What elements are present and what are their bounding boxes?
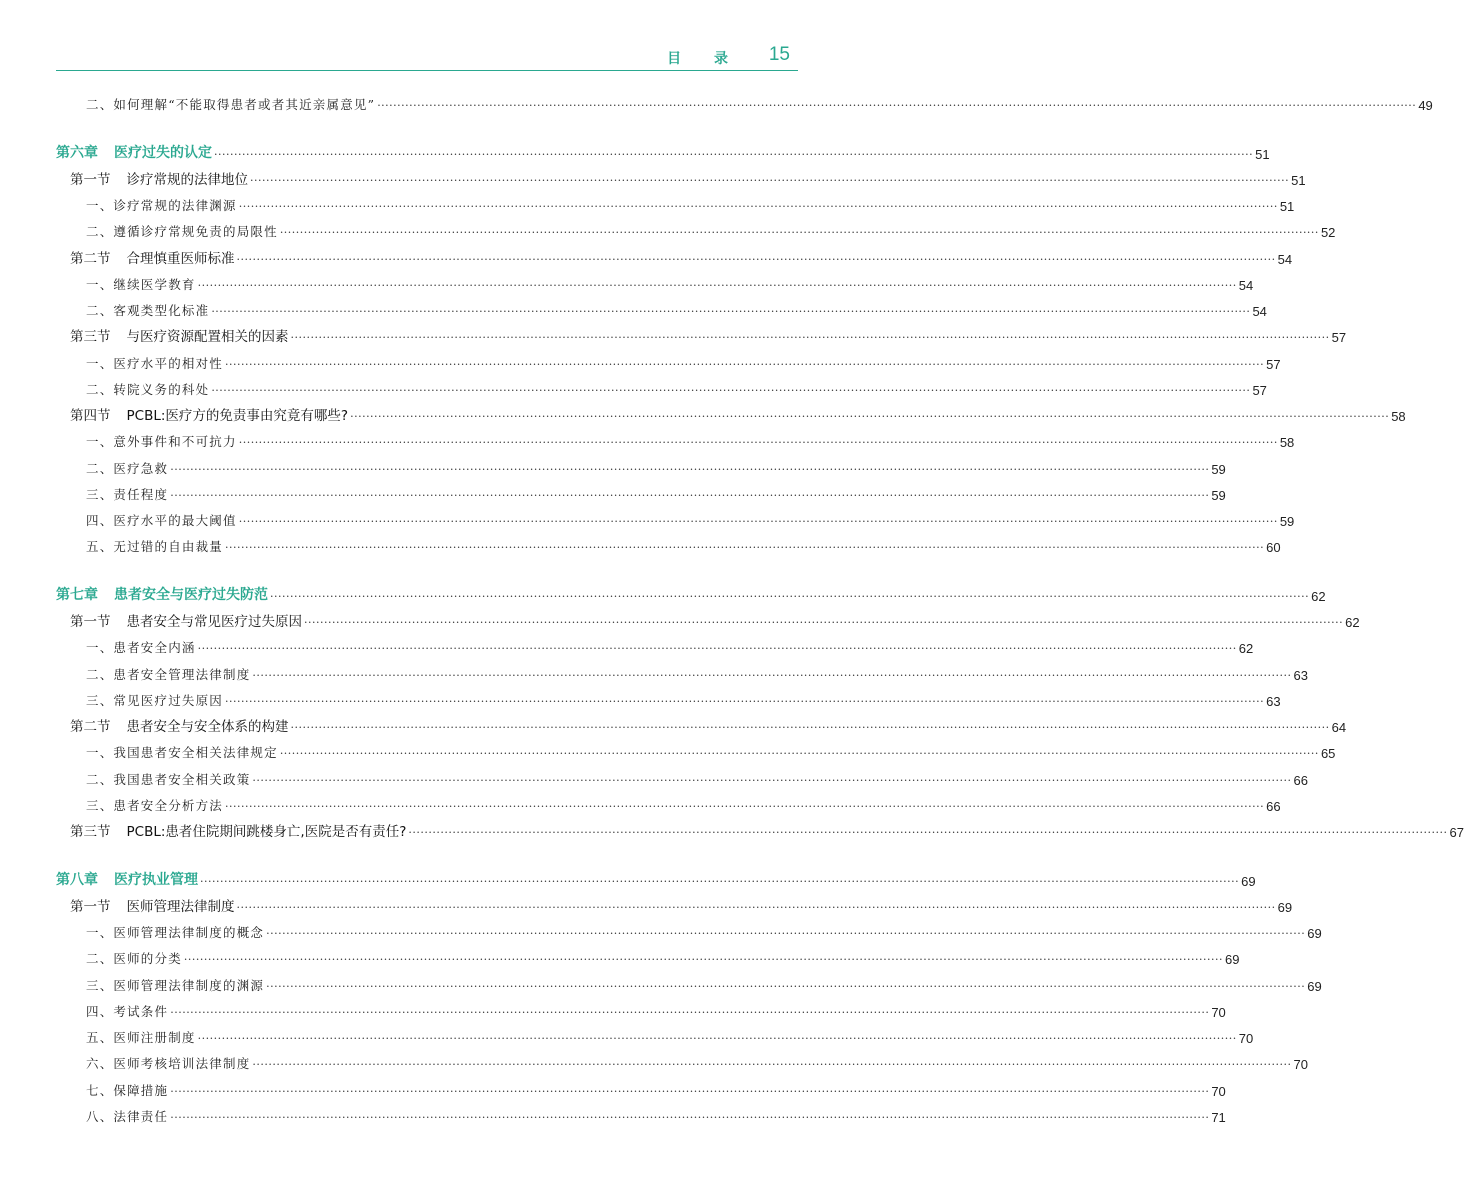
toc-page-number: 67 — [1449, 825, 1464, 840]
toc-item-row — [0, 945, 1240, 968]
toc-section-num: 第一节 — [70, 898, 111, 915]
dot-leader: ···································································································································································································································································· — [238, 200, 1278, 213]
toc-item-row — [0, 1077, 1226, 1099]
toc-section-num: 第三节 — [70, 329, 111, 346]
toc-item-title — [86, 485, 168, 503]
toc-page-number: 69 — [1307, 978, 1322, 994]
toc-section-row — [0, 713, 1347, 735]
toc-page-number: 71 — [1211, 1109, 1226, 1125]
toc-item-title — [86, 380, 209, 398]
toc-chapter-num: 第八章 — [56, 871, 98, 888]
toc-section-title — [70, 168, 248, 188]
toc-item-text: 二、客观类型化标准 — [86, 303, 210, 318]
toc-item-row — [0, 350, 1281, 372]
toc-item-title — [86, 1081, 168, 1099]
toc-item-title — [86, 638, 196, 656]
dot-leader: ···································································································································································································································································· — [290, 331, 1330, 345]
toc-page-number: 63 — [1266, 693, 1281, 709]
toc-page-number: 63 — [1293, 667, 1308, 683]
toc-section-title — [70, 325, 289, 345]
toc-chapter-text: 医疗过失的认定 — [114, 144, 212, 161]
toc-page-number: 70 — [1211, 1083, 1226, 1099]
toc-item-title — [86, 1002, 168, 1020]
toc-item-row — [0, 533, 1281, 556]
toc-item-row — [0, 766, 1308, 788]
toc-page-number: 49 — [1418, 98, 1433, 113]
toc-item-text: 一、意外事件和不可抗力 — [86, 434, 237, 450]
dot-leader: ···································································································································································································································································· — [238, 515, 1278, 528]
toc-section-title — [70, 610, 302, 630]
toc-chapter-row — [0, 140, 1270, 162]
toc-page-number: 59 — [1279, 514, 1295, 529]
toc-item-row — [0, 634, 1254, 657]
toc-item-row — [0, 297, 1267, 319]
toc-section-title — [70, 247, 235, 267]
toc-section-text: 诊疗常规的法律地位 — [126, 171, 248, 188]
toc-item-text: 一、继续医学教育 — [86, 276, 196, 292]
toc-item-text: 二、患者安全管理法律制度 — [86, 666, 251, 682]
toc-item-title — [86, 1028, 196, 1046]
dot-leader: ···································································································································································································································································· — [266, 927, 1306, 940]
dot-leader: ···································································································································································································································································· — [279, 226, 1319, 240]
toc-item-row — [0, 428, 1295, 451]
toc-item-title — [86, 691, 223, 709]
toc-chapter-title — [56, 584, 268, 604]
toc-item-row — [0, 1103, 1226, 1125]
toc-section-num: 第一节 — [70, 171, 111, 188]
toc-section-row — [0, 323, 1347, 346]
toc-item-text: 六、医师考核培训法律制度 — [86, 1056, 251, 1072]
toc-item-row — [0, 919, 1322, 941]
toc-page-number: 51 — [1291, 172, 1306, 188]
toc-section-row — [0, 608, 1360, 630]
dot-leader: ···································································································································································································································································· — [236, 252, 1276, 266]
toc-item-title — [86, 796, 223, 814]
toc-chapter-text: 医疗执业管理 — [114, 871, 198, 888]
toc-page-number: 51 — [1279, 199, 1295, 214]
toc-section-row — [0, 166, 1306, 188]
toc-page-number: 69 — [1225, 952, 1240, 968]
toc-page-number: 62 — [1345, 615, 1360, 630]
toc-section-text: 患者安全与常见医疗过失原因 — [126, 614, 302, 630]
toc-item-row — [0, 376, 1267, 398]
toc-item-title — [86, 976, 264, 994]
dot-leader: ···································································································································································································································································· — [211, 305, 1251, 318]
toc-item-title — [86, 354, 223, 372]
dot-leader: ···································································································································································································································································· — [250, 173, 1290, 187]
toc-section-num: 第二节 — [70, 719, 111, 735]
toc-page-number: 57 — [1266, 356, 1281, 372]
dot-leader: ···································································································································································································································································· — [170, 1110, 1210, 1124]
toc-item-row — [0, 792, 1281, 814]
toc-item-title — [86, 459, 168, 477]
dot-leader: ···································································································································································································································································· — [200, 874, 1240, 888]
toc-section-num: 第一节 — [70, 614, 111, 630]
toc-item-row — [0, 218, 1336, 241]
toc-item-text: 一、我国患者安全相关法律规定 — [86, 745, 278, 761]
toc-item-text: 三、责任程度 — [86, 486, 169, 502]
header-page-number: 15 — [768, 44, 790, 65]
toc-item-title — [86, 222, 278, 240]
toc-chapter-num: 第六章 — [56, 144, 98, 161]
toc-item-row — [0, 687, 1281, 709]
toc-item-row — [0, 972, 1322, 994]
toc-item-row — [0, 481, 1226, 503]
toc-chapter-row — [0, 867, 1256, 889]
toc-item-title — [86, 1054, 250, 1072]
dot-leader: ···································································································································································································································································· — [270, 589, 1310, 603]
toc-item-text: 二、我国患者安全相关政策 — [86, 771, 251, 787]
dot-leader: ···································································································································································································································································· — [170, 488, 1210, 502]
dot-leader: ···································································································································································································································································· — [252, 668, 1292, 682]
dot-leader: ···································································································································································································································································· — [197, 278, 1237, 292]
toc-section-num: 第二节 — [70, 250, 111, 267]
dot-leader: ···································································································································································································································································· — [211, 383, 1251, 397]
dot-leader: ···································································································································································································································································· — [304, 616, 1344, 629]
toc-item-text: 八、法律责任 — [86, 1108, 169, 1124]
dot-leader: ···································································································································································································································································· — [225, 357, 1265, 371]
toc-item-title — [86, 432, 237, 450]
toc-page-number: 64 — [1331, 720, 1347, 735]
toc-item-text: 四、考试条件 — [86, 1003, 169, 1019]
dot-leader: ···································································································································································································································································· — [236, 900, 1276, 914]
toc-item-text: 二、医师的分类 — [86, 951, 182, 967]
toc-item-title — [86, 949, 182, 967]
toc-page-number: 59 — [1211, 487, 1226, 503]
toc-chapter-text: 患者安全与医疗过失防范 — [114, 586, 268, 603]
toc-section-title — [70, 895, 235, 915]
toc-page-number: 70 — [1293, 1057, 1308, 1073]
toc-section-text: PCBL:患者住院期间跳楼身亡,医院是否有责任? — [126, 824, 407, 840]
toc-section-num: 第四节 — [70, 408, 111, 424]
toc-section-text: PCBL:医疗方的免责事由究竟有哪些? — [126, 408, 349, 424]
toc-section-text: 患者安全与安全体系的构建 — [126, 719, 289, 735]
toc-page-number: 58 — [1391, 409, 1406, 424]
toc-item-text: 五、无过错的自由裁量 — [86, 539, 224, 555]
toc-section-row — [0, 818, 1464, 840]
toc-item-title — [86, 275, 196, 293]
dot-leader: ···································································································································································································································································· — [350, 410, 1390, 423]
toc-page-number: 66 — [1293, 772, 1308, 788]
dot-leader: ···································································································································································································································································· — [170, 1005, 1210, 1019]
toc-item-row — [0, 661, 1308, 683]
toc-section-text: 与医疗资源配置相关的因素 — [126, 329, 289, 346]
toc-section-row — [0, 245, 1293, 267]
toc-chapter-title — [56, 142, 212, 162]
dot-leader: ···································································································································································································································································· — [225, 541, 1265, 555]
toc-page-number: 57 — [1252, 382, 1267, 398]
toc-section-text: 合理慎重医师标准 — [126, 250, 235, 267]
toc-section-title — [70, 820, 406, 840]
toc-section-row — [0, 893, 1293, 915]
toc-page-number: 51 — [1255, 146, 1270, 162]
toc-item-text: 三、常见医疗过失原因 — [86, 692, 224, 708]
dot-leader: ···································································································································································································································································· — [183, 953, 1224, 967]
toc-item-row — [0, 271, 1254, 293]
toc-item-text: 二、医疗急救 — [86, 460, 169, 476]
toc-item-row — [0, 1050, 1308, 1073]
toc-page-number: 54 — [1252, 304, 1267, 319]
toc-item-text: 一、医疗水平的相对性 — [86, 355, 224, 371]
toc-page-number: 69 — [1277, 899, 1293, 915]
toc-item-title — [86, 665, 250, 683]
toc-page-number: 69 — [1241, 873, 1256, 889]
toc-page-number: 54 — [1277, 251, 1293, 267]
toc-item-text: 二、转院义务的科处 — [86, 381, 210, 397]
toc-item-title — [86, 743, 278, 761]
toc-item-row — [0, 91, 1433, 113]
toc-section-title — [70, 715, 289, 735]
toc-page-number: 54 — [1238, 277, 1254, 293]
dot-leader: ···································································································································································································································································· — [225, 694, 1265, 708]
toc-item-text: 二、遵循诊疗常规免责的局限性 — [86, 224, 278, 240]
dot-leader: ···································································································································································································································································· — [170, 1084, 1210, 1098]
dot-leader: ···································································································································································································································································· — [377, 99, 1417, 112]
toc-item-title — [86, 301, 209, 319]
toc-chapter-row — [0, 582, 1326, 604]
toc-section-title — [70, 404, 348, 424]
toc-item-title — [86, 923, 264, 941]
toc-chapter-num: 第七章 — [56, 586, 98, 603]
toc-item-text: 一、患者安全内涵 — [86, 640, 196, 656]
toc-item-text: 五、医师注册制度 — [86, 1030, 196, 1045]
toc-page-number: 57 — [1331, 330, 1347, 346]
toc-item-row — [0, 507, 1295, 529]
toc-item-text: 三、患者安全分析方法 — [86, 797, 224, 813]
toc-item-text: 四、医疗水平的最大阈值 — [86, 513, 237, 528]
toc-item-row — [0, 739, 1336, 762]
toc-chapter-title — [56, 869, 198, 889]
toc-item-title — [86, 196, 237, 214]
toc-item-title — [86, 1107, 168, 1125]
toc-page-number: 70 — [1211, 1004, 1226, 1020]
toc-page-number: 59 — [1211, 461, 1226, 477]
toc-item-text: 七、保障措施 — [86, 1082, 169, 1098]
toc-item-text: 一、诊疗常规的法律渊源 — [86, 198, 237, 213]
toc-section-row — [0, 402, 1406, 424]
dot-leader: ···································································································································································································································································· — [197, 1032, 1237, 1045]
toc-page-number: 62 — [1238, 641, 1254, 657]
toc-section-text: 医师管理法律制度 — [126, 898, 235, 915]
dot-leader: ···································································································································································································································································· — [279, 747, 1319, 761]
toc-page-number: 60 — [1266, 540, 1281, 556]
toc-page-number: 58 — [1279, 435, 1295, 451]
toc-item-text: 二、如何理解“不能取得患者或者其近亲属意见” — [86, 97, 376, 112]
dot-leader: ···································································································································································································································································· — [252, 773, 1292, 787]
dot-leader: ···································································································································································································································································· — [252, 1058, 1292, 1072]
toc-item-title — [86, 511, 237, 529]
toc-page-number: 70 — [1238, 1031, 1254, 1046]
toc-item-title — [86, 95, 375, 113]
toc-item-text: 一、医师管理法律制度的概念 — [86, 925, 265, 940]
toc-item-row — [0, 455, 1226, 477]
dot-leader: ···································································································································································································································································· — [170, 462, 1210, 476]
dot-leader: ···································································································································································································································································· — [197, 642, 1237, 656]
dot-leader: ···································································································································································································································································· — [408, 826, 1448, 839]
toc-item-text: 三、医师管理法律制度的渊源 — [86, 977, 265, 993]
dot-leader: ···································································································································································································································································· — [290, 721, 1330, 734]
toc-item-row — [0, 192, 1295, 214]
toc-page-number: 62 — [1311, 588, 1326, 604]
dot-leader: ···································································································································································································································································· — [266, 979, 1306, 993]
toc-item-title — [86, 770, 250, 788]
toc-page-number: 66 — [1266, 798, 1281, 814]
dot-leader: ···································································································································································································································································· — [238, 436, 1278, 450]
toc-item-title — [86, 537, 223, 555]
dot-leader: ···································································································································································································································································· — [214, 147, 1254, 161]
dot-leader: ···································································································································································································································································· — [225, 799, 1265, 813]
toc-item-row — [0, 998, 1226, 1020]
toc-page-number: 52 — [1320, 225, 1336, 241]
toc-page-number: 65 — [1320, 746, 1336, 762]
toc-page-number: 69 — [1307, 926, 1322, 941]
toc-item-row — [0, 1024, 1254, 1046]
header-title: 目 录 — [667, 51, 742, 67]
toc-section-num: 第三节 — [70, 824, 111, 840]
